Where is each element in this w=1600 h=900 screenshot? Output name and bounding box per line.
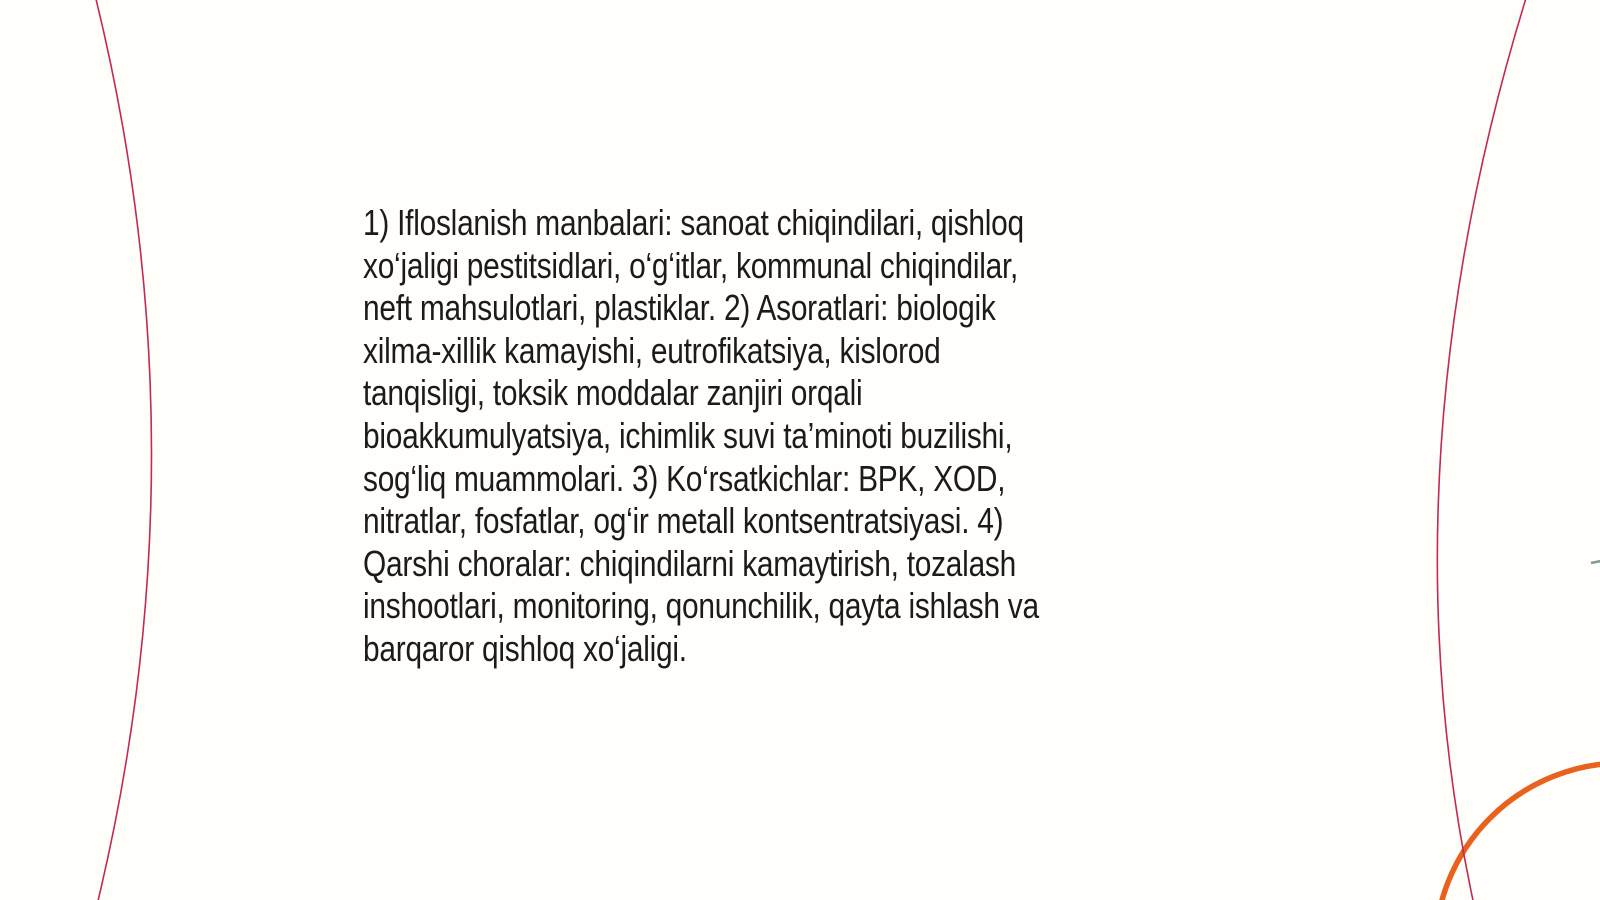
paragraph-line: inshootlari, monitoring, qonunchilik, qayta ishlash va — [363, 585, 1039, 627]
slide-paragraph — [363, 202, 1039, 671]
paragraph-line: Qarshi choralar: chiqindilarni kamaytirish, tozalash — [363, 542, 1017, 584]
paragraph-line: sog‘liq muammolari. 3) Ko‘rsatkichlar: BPK, XOD, — [363, 457, 1006, 499]
paragraph-line: xo‘jaligi pestitsidlari, o‘g‘itlar, kommunal chiqindilar, — [363, 244, 1019, 286]
paragraph-line: 1) Ifloslanish manbalari: sanoat chiqindilari, qishloq — [363, 202, 1024, 243]
paragraph-line: bioakkumulyatsiya, ichimlik suvi ta’minoti buzilishi, — [363, 414, 1013, 456]
right-edge-mark — [1591, 561, 1600, 563]
paragraph-line: tanqisligi, toksik moddalar zanjiri orqali — [363, 372, 863, 414]
right-curve-line — [1437, 0, 1527, 900]
left-curve-line — [95, 0, 152, 900]
paragraph-line: xilma-xillik kamayishi, eutrofikatsiya, kislorod — [363, 329, 941, 371]
paragraph-line: nitratlar, fosfatlar, og‘ir metall kontsentratsiyasi. 4) — [363, 500, 1004, 542]
paragraph-line: neft mahsulotlari, plastiklar. 2) Asoratlari: biologik — [363, 287, 996, 329]
paragraph-line: barqaror qishloq xo‘jaligi. — [363, 627, 687, 669]
